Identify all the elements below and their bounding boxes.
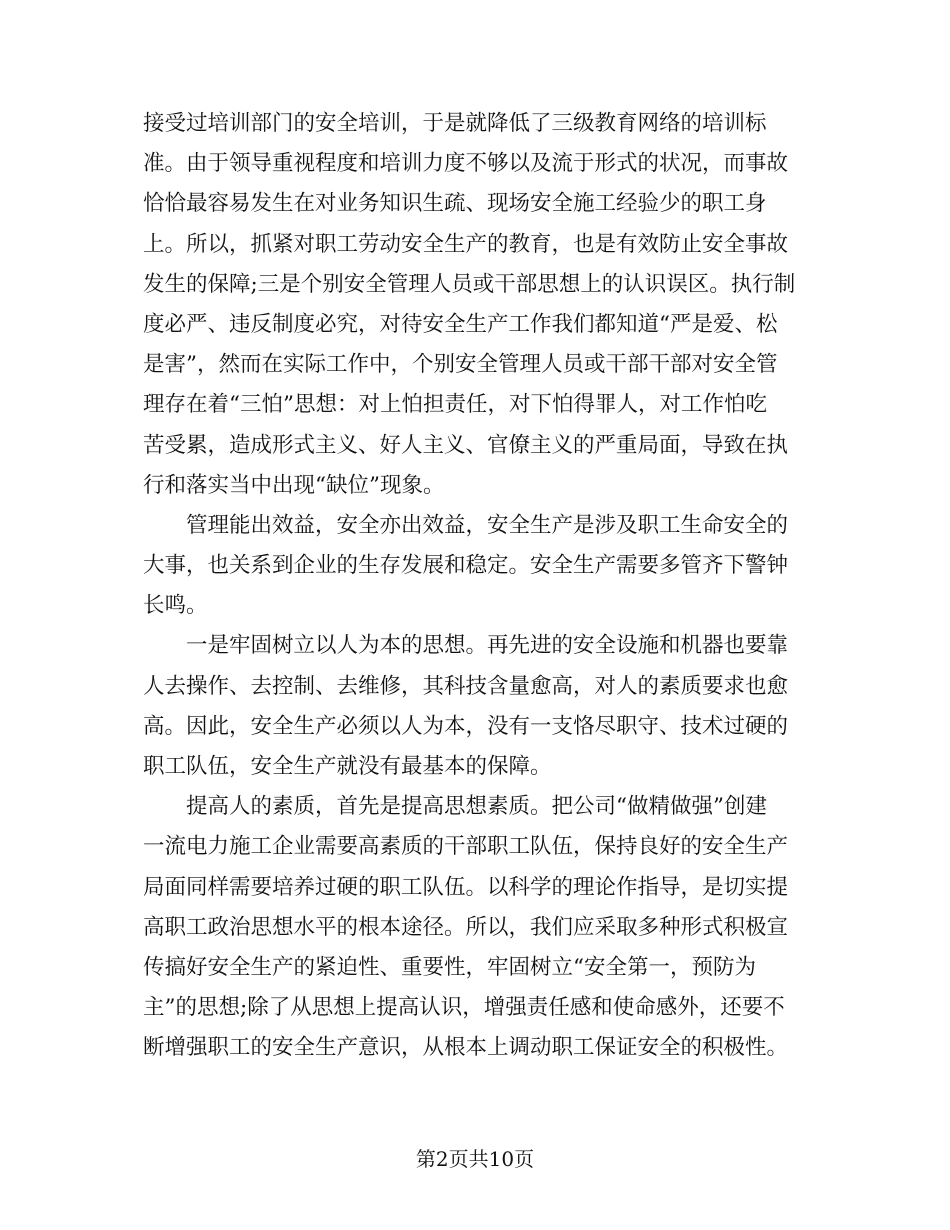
text-line: 主”的思想;除了从思想上提高认识，增强责任感和使命感外，还要不 [143, 995, 785, 1021]
text-line: 度必严、违反制度必究，对待安全生产工作我们都知道“严是爱、松 [143, 311, 778, 337]
text-line: 传搞好安全生产的紧迫性、重要性，牢固树立“安全第一，预防为 [143, 954, 756, 980]
text-line: 接受过培训部门的安全培训，于是就降低了三级教育网络的培训标 [143, 111, 767, 136]
text-line: 人去操作、去控制、去维修，其科技含量愈高，对人的素质要求也愈 [143, 673, 789, 699]
text-line: 苦受累，造成形式主义、好人主义、官僚主义的严重局面，导致在执 [143, 432, 789, 458]
text-line: 发生的保障;三是个别安全管理人员或干部思想上的认识误区。执行制 [143, 271, 796, 297]
text-line: 上。所以，抓紧对职工劳动安全生产的教育，也是有效防止安全事故 [143, 231, 789, 257]
text-line: 职工队伍，安全生产就没有最基本的保障。 [143, 754, 552, 779]
document-body [143, 104, 813, 1069]
text-line: 是害”，然而在实际工作中，个别安全管理人员或干部干部对安全管 [143, 352, 778, 378]
text-line: 一流电力施工企业需要高素质的干部职工队伍，保持良好的安全生产 [143, 834, 789, 860]
text-line: 行和落实当中出现“缺位”现象。 [143, 472, 445, 498]
text-line: 大事，也关系到企业的生存发展和稳定。安全生产需要多管齐下警钟 [143, 553, 789, 579]
text-line: 局面同样需要培养过硬的职工队伍。以科学的理论作指导，是切实提 [143, 874, 789, 900]
text-line: 理存在着“三怕”思想：对上怕担责任，对下怕得罪人，对工作怕吃 [143, 392, 767, 418]
text-line: 长鸣。 [143, 593, 208, 619]
text-line: 管理能出效益，安全亦出效益，安全生产是涉及职工生命安全的 [186, 512, 789, 538]
text-line: 断增强职工的安全生产意识，从根本上调动职工保证安全的积极性。 [143, 1035, 789, 1061]
text-line: 准。由于领导重视程度和培训力度不够以及流于形式的状况，而事故 [143, 151, 789, 177]
text-line: 一是牢固树立以人为本的思想。再先进的安全设施和机器也要靠 [186, 633, 789, 659]
text-line: 提高人的素质，首先是提高思想素质。把公司“做精做强”创建 [186, 794, 767, 820]
text-line: 高职工政治思想水平的根本途径。所以，我们应采取多种形式积极宣 [143, 914, 789, 940]
text-line: 恰恰最容易发生在对业务知识生疏、现场安全施工经验少的职工身 [143, 191, 767, 217]
page-number: 第2页共10页 [415, 1147, 535, 1171]
text-line: 高。因此，安全生产必须以人为本，没有一支恪尽职守、技术过硬的 [143, 713, 789, 739]
